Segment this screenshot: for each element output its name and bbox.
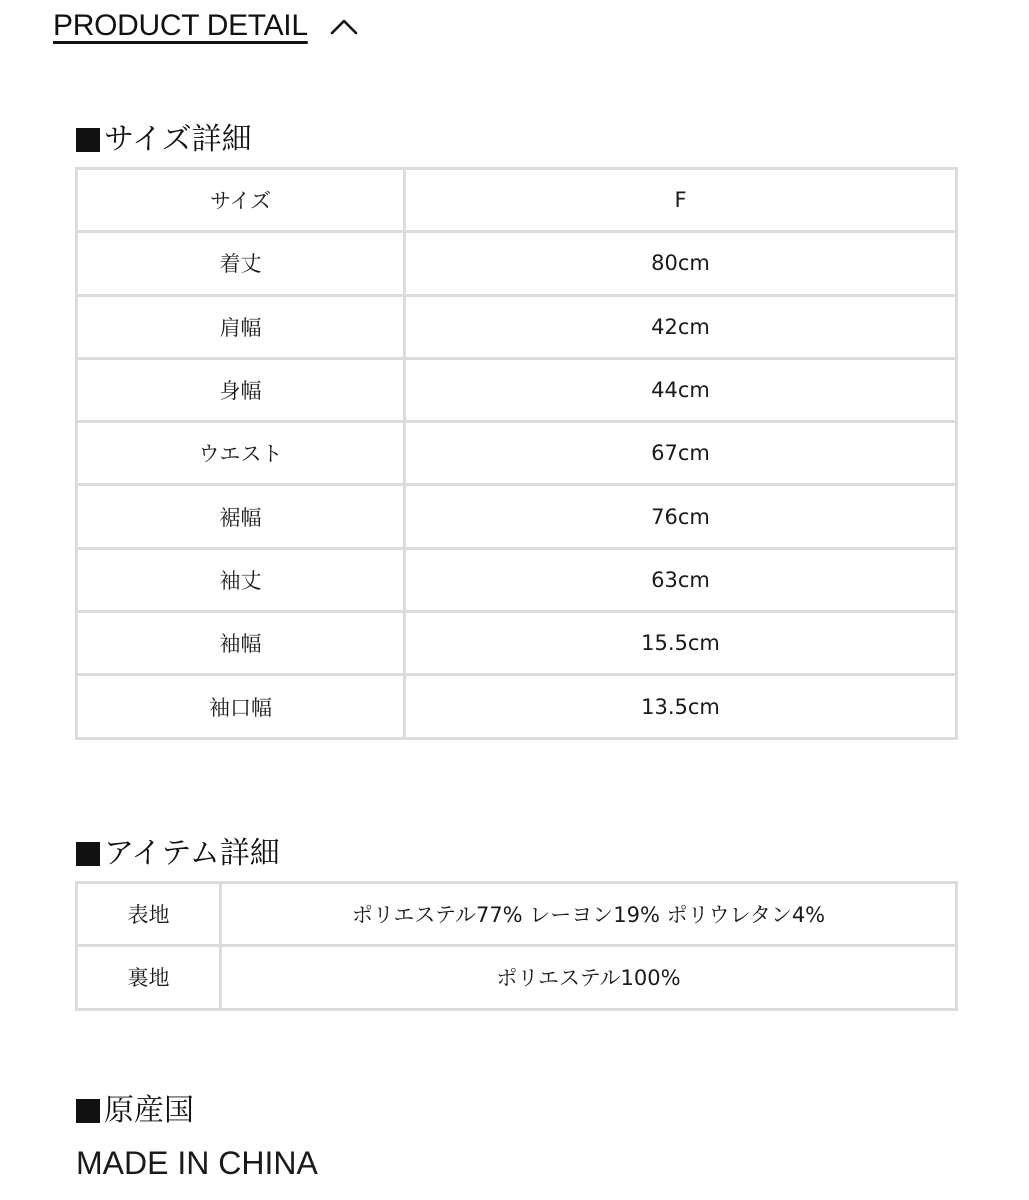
row-label: ウエスト	[77, 422, 405, 485]
item-detail-heading-text: アイテム詳細	[104, 836, 280, 871]
row-label: 袖幅	[77, 612, 405, 675]
row-label: 表地	[77, 883, 221, 946]
row-label: 着丈	[77, 232, 405, 295]
row-label: 肩幅	[77, 295, 405, 358]
row-value: 44cm	[405, 358, 957, 421]
row-label: 裏地	[77, 946, 221, 1009]
item-detail-table	[75, 881, 958, 1011]
table-row	[77, 946, 957, 1009]
item-detail-heading	[76, 836, 280, 871]
row-label: 袖口幅	[77, 675, 405, 738]
row-label: 裾幅	[77, 485, 405, 548]
table-row	[77, 883, 957, 946]
row-value: 76cm	[405, 485, 957, 548]
table-row	[77, 169, 957, 232]
origin-heading-text: 原産国	[104, 1093, 194, 1128]
table-row	[77, 485, 957, 548]
row-value: 67cm	[405, 422, 957, 485]
row-label: 身幅	[77, 358, 405, 421]
table-row	[77, 295, 957, 358]
black-square-icon	[76, 842, 100, 866]
table-row	[77, 358, 957, 421]
origin-value: MADE IN CHINA	[76, 1145, 318, 1181]
row-value: 42cm	[405, 295, 957, 358]
product-detail-header[interactable]	[53, 6, 362, 46]
size-detail-heading-text: サイズ詳細	[104, 122, 252, 157]
row-label: サイズ	[77, 169, 405, 232]
row-value: F	[405, 169, 957, 232]
row-value: ポリエステル77% レーヨン19% ポリウレタン4%	[221, 883, 957, 946]
size-detail-table	[75, 167, 958, 740]
row-value: 13.5cm	[405, 675, 957, 738]
black-square-icon	[76, 1099, 100, 1123]
table-row	[77, 675, 957, 738]
size-detail-heading	[76, 122, 252, 157]
table-row	[77, 612, 957, 675]
black-square-icon	[76, 128, 100, 152]
row-value: 63cm	[405, 548, 957, 611]
row-value: 15.5cm	[405, 612, 957, 675]
chevron-up-icon[interactable]	[326, 11, 362, 41]
row-value: ポリエステル100%	[221, 946, 957, 1009]
row-value: 80cm	[405, 232, 957, 295]
table-row	[77, 548, 957, 611]
table-row	[77, 422, 957, 485]
table-row	[77, 232, 957, 295]
product-detail-title[interactable]: PRODUCT DETAIL	[53, 9, 308, 42]
row-label: 袖丈	[77, 548, 405, 611]
origin-heading	[76, 1093, 194, 1128]
